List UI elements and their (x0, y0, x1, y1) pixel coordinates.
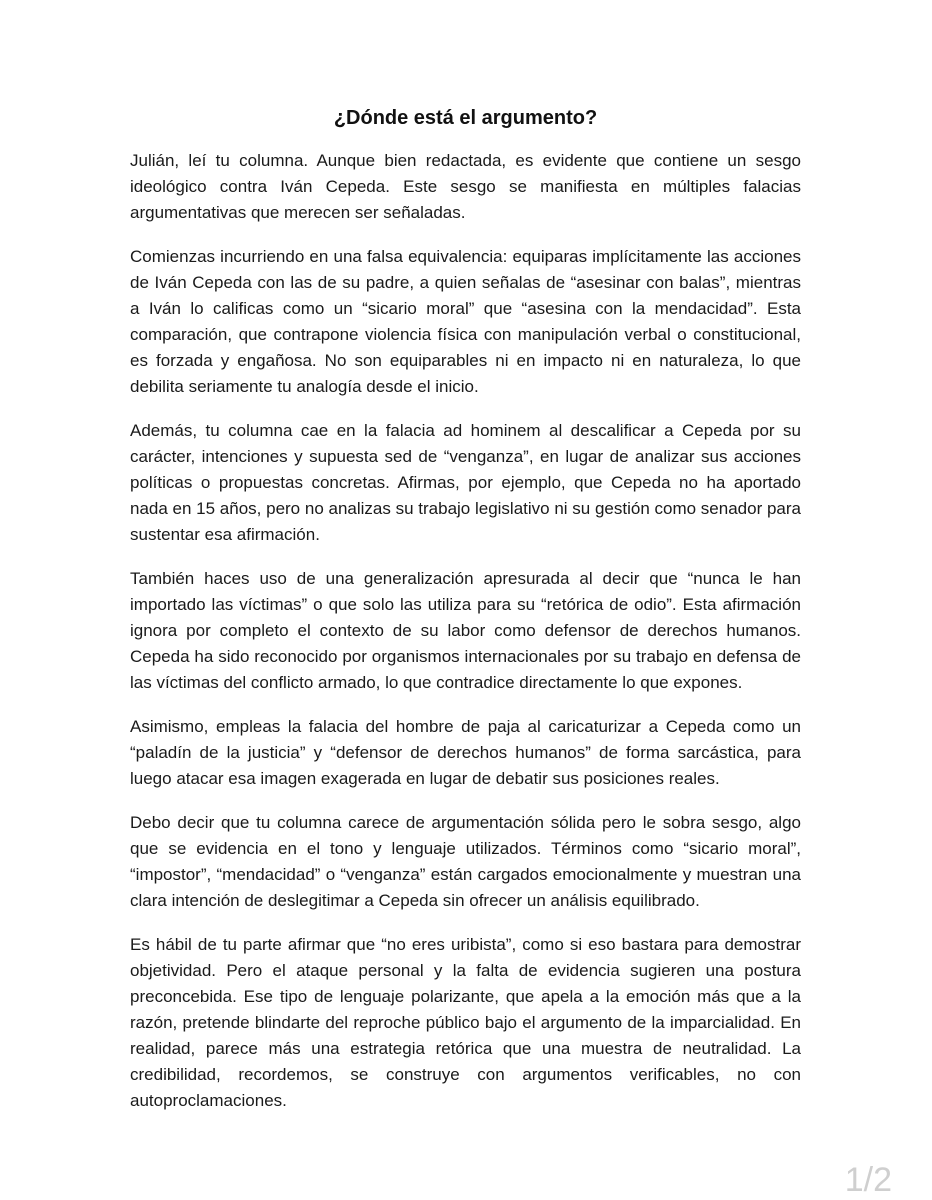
paragraph-4: También haces uso de una generalización apresurada al decir que “nunca le han importado las víctimas” o que solo las utiliza para su “retórica de odio”. Esta afirmación ignora por completo el contexto de su labor como defensor de derechos humanos. Cepeda ha sido reconocido por organismos internacionales por su trabajo en defensa de las víctimas del conflicto armado, lo que contradice directamente lo que expones. (130, 569, 801, 692)
paragraph-3: Además, tu columna cae en la falacia ad hominem al descalificar a Cepeda por su carácter, intenciones y supuesta sed de “venganza”, en lugar de analizar sus acciones políticas o propuestas concretas. Afirmas, por ejemplo, que Cepeda no ha aportado nada en 15 años, pero no analizas su trabajo legislativo ni su gestión como senador para sustentar esa afirmación. (130, 421, 801, 544)
document-page (130, 104, 801, 1132)
paragraph-1: Julián, leí tu columna. Aunque bien redactada, es evidente que contiene un sesgo ideológico contra Iván Cepeda. Este sesgo se manifiesta en múltiples falacias argumentativas que merecen ser señaladas. (130, 151, 801, 222)
page-number: 1/2 (844, 1161, 892, 1199)
document-title: ¿Dónde está el argumento? (333, 107, 598, 129)
paragraph-5: Asimismo, empleas la falacia del hombre de paja al caricaturizar a Cepeda como un “paladín de la justicia” y “defensor de derechos humanos” de forma sarcástica, para luego atacar esa imagen exagerada en lugar de debatir sus posiciones reales. (130, 717, 801, 788)
paragraph-7: Es hábil de tu parte afirmar que “no eres uribista”, como si eso bastara para demostrar objetividad. Pero el ataque personal y la falta de evidencia sugieren una postura preconcebida. Ese tipo de lenguaje polarizante, que apela a la emoción más que a la razón, pretende blindarte del reproche público bajo el argumento de la imparcialidad. En realidad, parece más una estrategia retórica que una muestra de neutralidad. La credibilidad, recordemos, se construye con argumentos verificables, no con autoproclamaciones. (130, 935, 801, 1110)
paragraph-2: Comienzas incurriendo en una falsa equivalencia: equiparas implícitamente las acciones de Iván Cepeda con las de su padre, a quien señalas de “asesinar con balas”, mientras a Iván lo calificas como un “sicario moral” que “asesina con la mendacidad”. Esta comparación, que contrapone violencia física con manipulación verbal o constitucional, es forzada y engañosa. No son equiparables ni en impacto ni en naturaleza, lo que debilita seriamente tu analogía desde el inicio. (130, 247, 801, 396)
paragraph-6: Debo decir que tu columna carece de argumentación sólida pero le sobra sesgo, algo que se evidencia en el tono y lenguaje utilizados. Términos como “sicario moral”, “impostor”, “mendacidad” o “venganza” están cargados emocionalmente y muestran una clara intención de deslegitimar a Cepeda sin ofrecer un análisis equilibrado. (130, 813, 801, 910)
